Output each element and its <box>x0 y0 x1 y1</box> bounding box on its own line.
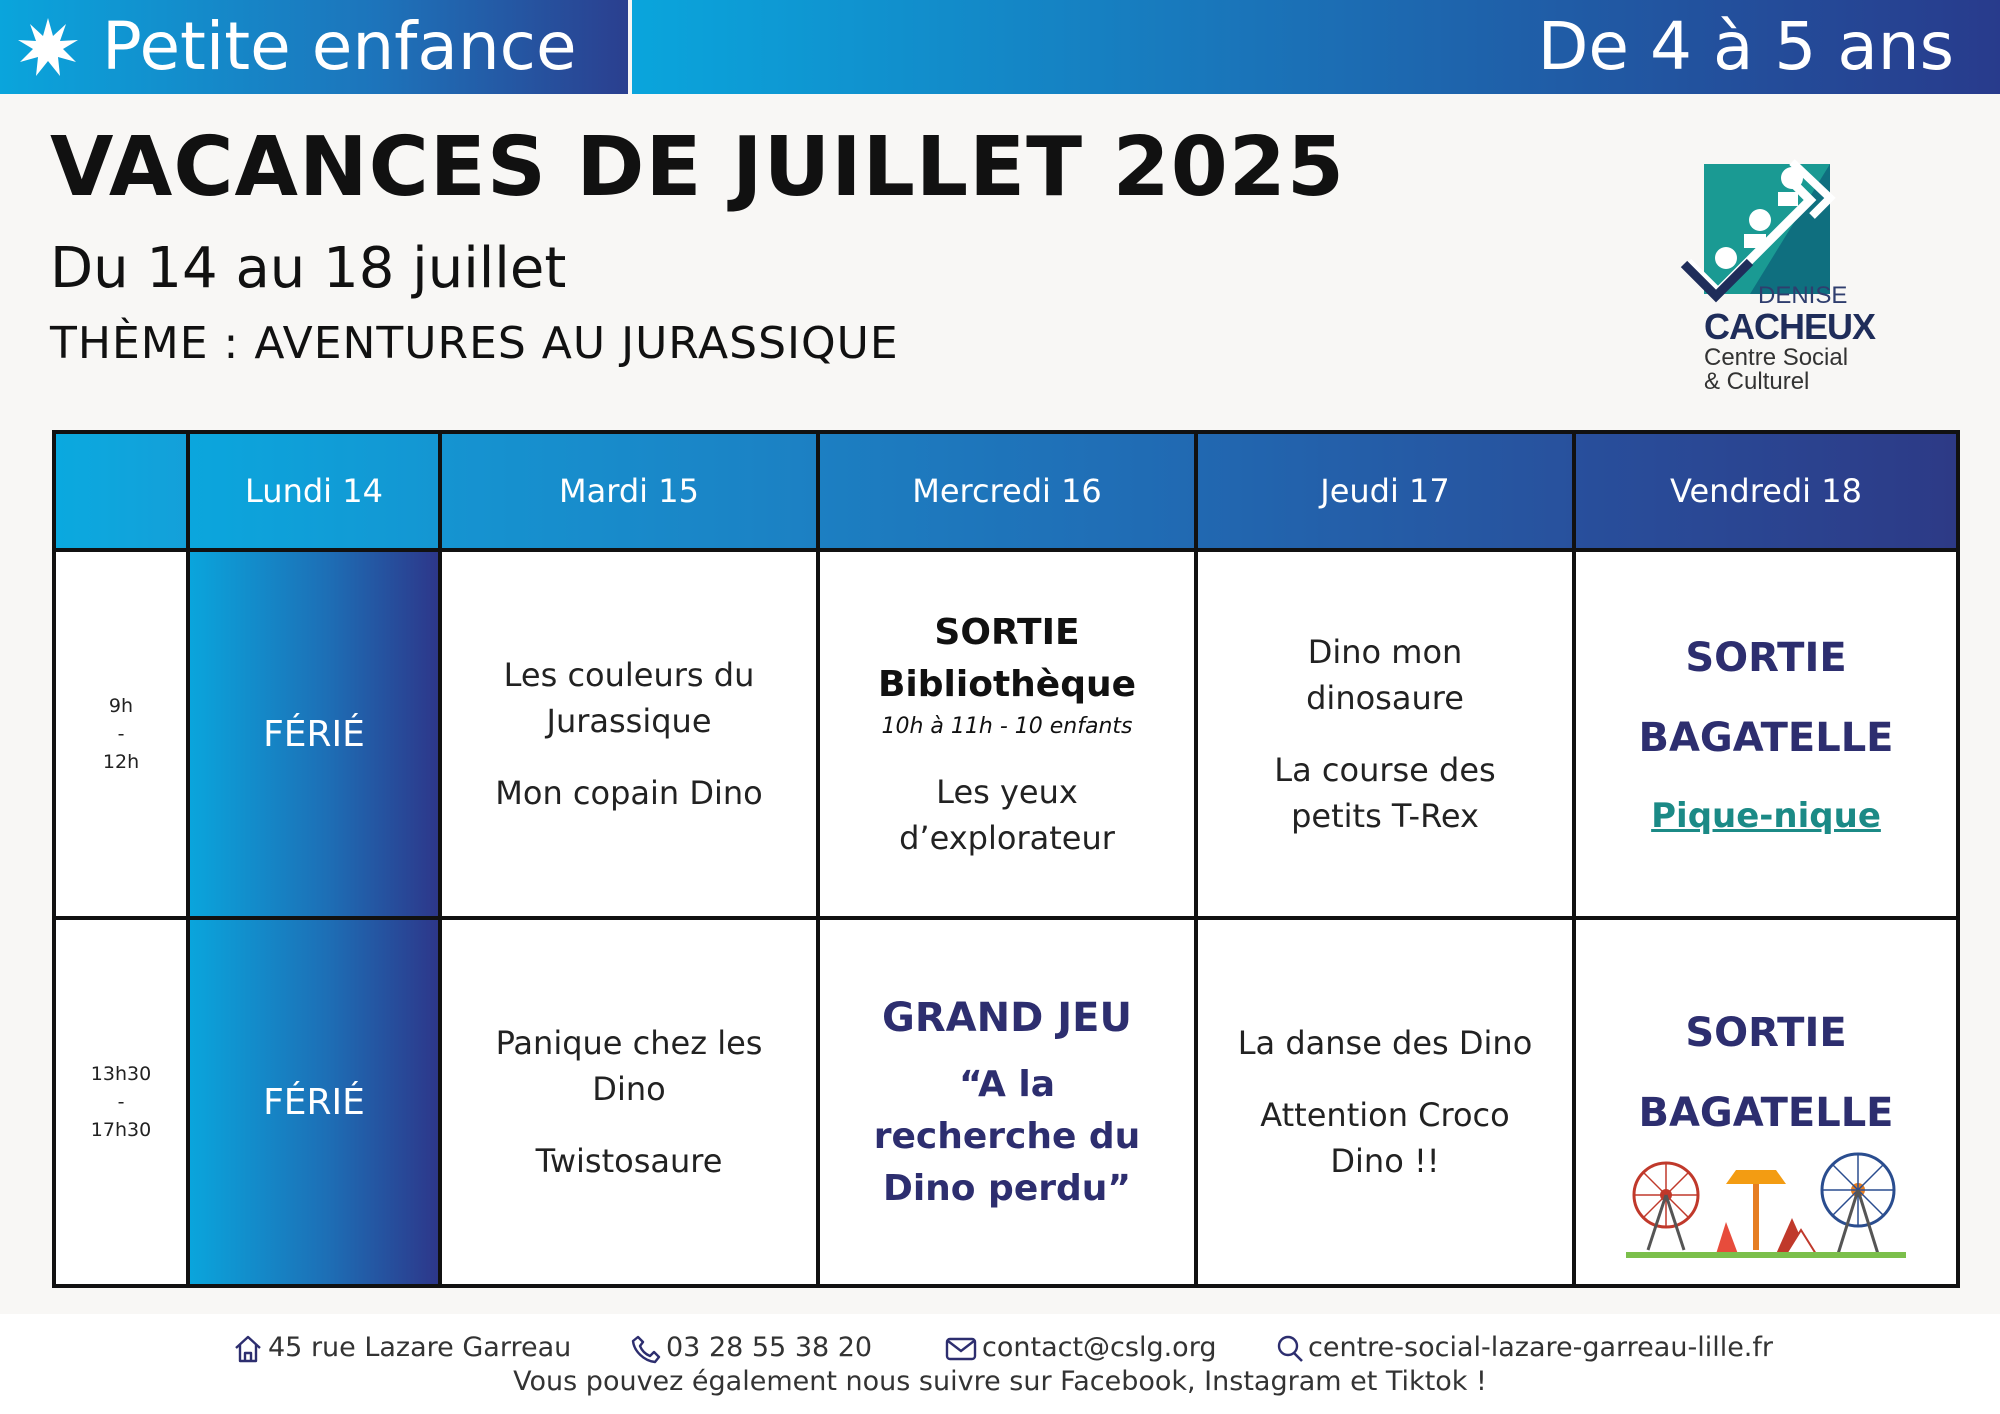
social-follow-text: Vous pouvez également nous suivre sur Facebook, Instagram et Tiktok ! <box>513 1366 1487 1397</box>
tuesday-morning-cell <box>440 550 818 918</box>
time-start: 9h <box>108 695 134 717</box>
fairground-icon <box>1626 1150 1906 1260</box>
date-range: Du 14 au 18 juillet <box>50 236 567 301</box>
page-title: VACANCES DE JUILLET 2025 <box>50 120 1345 215</box>
logo-text-centre-social: Centre Social <box>1704 344 1849 371</box>
category-title: Petite enfance <box>102 8 577 85</box>
day-header-wednesday: Mercredi 16 <box>818 432 1196 550</box>
website-text[interactable]: centre-social-lazare-garreau-lille.fr <box>1308 1332 1773 1363</box>
home-icon <box>232 1333 264 1365</box>
time-end: 12h <box>102 751 140 773</box>
activity: La danse des Dino <box>1237 1024 1533 1062</box>
theme-line: THÈME : AVENTURES AU JURASSIQUE <box>50 318 899 369</box>
email-text[interactable]: contact@cslg.org <box>982 1332 1217 1363</box>
outing-title: SORTIE <box>1685 1010 1847 1056</box>
outing-place: BAGATELLE <box>1638 715 1894 761</box>
address-text: 45 rue Lazare Garreau <box>268 1332 572 1363</box>
phone-text[interactable]: 03 28 55 38 20 <box>666 1332 873 1363</box>
outing-title: SORTIE <box>934 612 1080 653</box>
address-item <box>232 1328 571 1368</box>
activity: Les yeux d’explorateur <box>899 773 1115 857</box>
logo-text-culturel: & Culturel <box>1704 368 1810 395</box>
tuesday-afternoon-cell <box>440 918 818 1286</box>
header-blank-cell <box>54 432 188 550</box>
afternoon-row <box>54 918 1958 1286</box>
picnic-link[interactable]: Pique-nique <box>1651 796 1881 836</box>
thursday-morning-cell <box>1196 550 1574 918</box>
email-item <box>944 1328 1216 1368</box>
day-header-friday: Vendredi 18 <box>1574 432 1958 550</box>
big-game-subtitle: “A la recherche du Dino perdu” <box>873 1064 1141 1209</box>
day-header-thursday: Jeudi 17 <box>1196 432 1574 550</box>
outing-place: BAGATELLE <box>1638 1090 1894 1136</box>
holiday-cell: FÉRIÉ <box>188 550 440 918</box>
afternoon-time-slot <box>54 918 188 1286</box>
morning-row <box>54 550 1958 918</box>
activity: Attention Croco Dino !! <box>1260 1096 1510 1180</box>
age-range: De 4 à 5 ans <box>1537 8 1954 85</box>
activity: Panique chez les Dino <box>495 1024 763 1108</box>
search-icon <box>1276 1333 1304 1365</box>
morning-time-slot <box>54 550 188 918</box>
wednesday-afternoon-cell <box>818 918 1196 1286</box>
activity: Twistosaure <box>535 1142 723 1180</box>
logo-text-denise: DENISE <box>1758 282 1848 309</box>
outing-detail: 10h à 11h - 10 enfants <box>881 714 1133 739</box>
time-separator: - <box>117 1091 125 1113</box>
thursday-afternoon-cell <box>1196 918 1574 1286</box>
holiday-cell: FÉRIÉ <box>188 918 440 1286</box>
outing-title: SORTIE <box>1685 635 1847 681</box>
phone-icon <box>630 1333 662 1365</box>
wednesday-morning-cell <box>818 550 1196 918</box>
activity: Dino mon dinosaure <box>1306 633 1464 717</box>
activity: Mon copain Dino <box>495 774 763 812</box>
logo-text-cacheux: CACHEUX <box>1704 306 1876 347</box>
outing-place: Bibliothèque <box>877 664 1137 705</box>
time-start: 13h30 <box>90 1063 152 1085</box>
friday-afternoon-cell <box>1574 918 1958 1286</box>
big-game-title: GRAND JEU <box>882 995 1132 1041</box>
day-header-tuesday: Mardi 15 <box>440 432 818 550</box>
days-header-row <box>54 432 1958 550</box>
time-separator: - <box>117 723 125 745</box>
day-header-monday: Lundi 14 <box>188 432 440 550</box>
phone-item <box>630 1328 872 1368</box>
picnic-note <box>1576 793 1956 839</box>
friday-morning-cell <box>1574 550 1958 918</box>
website-item <box>1276 1328 1773 1368</box>
star-burst-icon <box>16 16 80 80</box>
time-end: 17h30 <box>90 1119 152 1141</box>
activity: Les couleurs du Jurassique <box>503 656 755 740</box>
schedule-table <box>52 430 1960 1288</box>
mail-icon <box>944 1333 978 1365</box>
activity: La course des petits T-Rex <box>1274 751 1496 835</box>
